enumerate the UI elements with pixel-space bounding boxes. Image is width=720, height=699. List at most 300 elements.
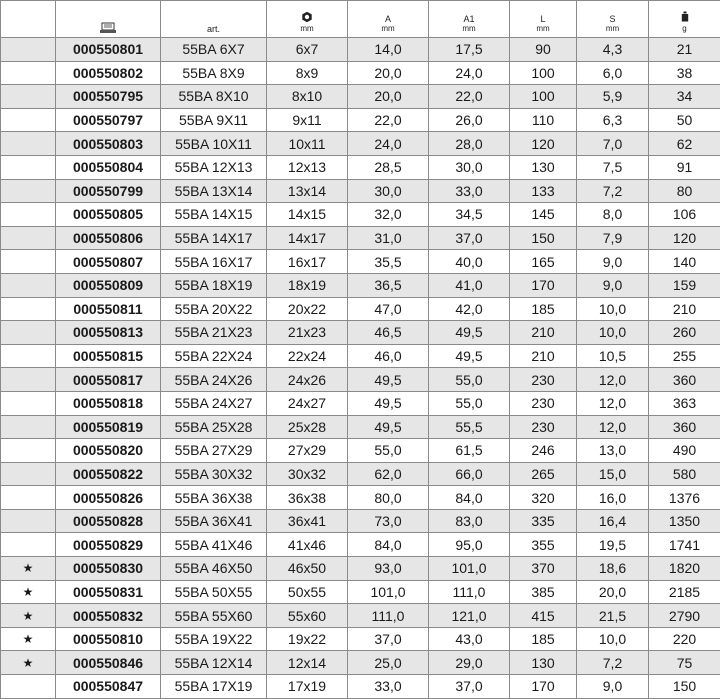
article-name: 55BA 8X10 bbox=[161, 85, 267, 109]
size-cell: 25x28 bbox=[267, 415, 348, 439]
article-name: 55BA 41X46 bbox=[161, 533, 267, 557]
a-value: 31,0 bbox=[348, 226, 429, 250]
s-value: 10,5 bbox=[577, 344, 649, 368]
s-value: 6,0 bbox=[577, 61, 649, 85]
table-row bbox=[1, 557, 720, 581]
header-row bbox=[1, 1, 720, 38]
size-cell: 8x9 bbox=[267, 61, 348, 85]
a1-value: 101,0 bbox=[429, 557, 510, 581]
a-value: 62,0 bbox=[348, 462, 429, 486]
table-row bbox=[1, 415, 720, 439]
table-header bbox=[1, 1, 720, 38]
star-cell bbox=[1, 155, 56, 179]
weight-value: 120 bbox=[649, 226, 720, 250]
s-value: 12,0 bbox=[577, 391, 649, 415]
size-cell: 27x29 bbox=[267, 439, 348, 463]
table-row bbox=[1, 462, 720, 486]
length-value: 130 bbox=[510, 155, 577, 179]
s-value: 21,5 bbox=[577, 604, 649, 628]
a1-value: 34,5 bbox=[429, 203, 510, 227]
s-value: 7,2 bbox=[577, 651, 649, 675]
star-cell bbox=[1, 38, 56, 62]
length-value: 246 bbox=[510, 439, 577, 463]
star-cell bbox=[1, 415, 56, 439]
a-value: 46,0 bbox=[348, 344, 429, 368]
article-name: 55BA 22X24 bbox=[161, 344, 267, 368]
s-value: 5,9 bbox=[577, 85, 649, 109]
length-value: 210 bbox=[510, 344, 577, 368]
table-row bbox=[1, 132, 720, 156]
size-cell: 24x27 bbox=[267, 391, 348, 415]
s-value: 12,0 bbox=[577, 415, 649, 439]
item-code: 000550817 bbox=[56, 368, 161, 392]
star-cell bbox=[1, 297, 56, 321]
header-art-label: art. bbox=[161, 24, 266, 34]
a-value: 35,5 bbox=[348, 250, 429, 274]
article-name: 55BA 30X32 bbox=[161, 462, 267, 486]
a1-value: 55,0 bbox=[429, 391, 510, 415]
length-value: 120 bbox=[510, 132, 577, 156]
article-name: 55BA 16X17 bbox=[161, 250, 267, 274]
item-code: 000550799 bbox=[56, 179, 161, 203]
item-code: 000550810 bbox=[56, 627, 161, 651]
article-name: 55BA 17X19 bbox=[161, 675, 267, 699]
size-cell: 18x19 bbox=[267, 273, 348, 297]
s-value: 10,0 bbox=[577, 321, 649, 345]
weight-value: 1741 bbox=[649, 533, 720, 557]
star-cell bbox=[1, 132, 56, 156]
size-cell: 9x11 bbox=[267, 108, 348, 132]
size-cell: 12x13 bbox=[267, 155, 348, 179]
size-cell: 20x22 bbox=[267, 297, 348, 321]
hex-nut-icon bbox=[267, 11, 347, 23]
a1-value: 84,0 bbox=[429, 486, 510, 510]
article-name: 55BA 10X11 bbox=[161, 132, 267, 156]
s-value: 9,0 bbox=[577, 675, 649, 699]
star-cell bbox=[1, 391, 56, 415]
star-cell bbox=[1, 203, 56, 227]
weight-value: 2790 bbox=[649, 604, 720, 628]
a-value: 20,0 bbox=[348, 61, 429, 85]
weight-value: 363 bbox=[649, 391, 720, 415]
a1-value: 37,0 bbox=[429, 226, 510, 250]
a-value: 93,0 bbox=[348, 557, 429, 581]
header-weight bbox=[649, 1, 720, 38]
weight-value: 38 bbox=[649, 61, 720, 85]
item-code: 000550826 bbox=[56, 486, 161, 510]
size-cell: 13x14 bbox=[267, 179, 348, 203]
weight-value: 21 bbox=[649, 38, 720, 62]
weight-value: 220 bbox=[649, 627, 720, 651]
a1-value: 17,5 bbox=[429, 38, 510, 62]
table-row bbox=[1, 533, 720, 557]
star-cell bbox=[1, 321, 56, 345]
article-name: 55BA 36X41 bbox=[161, 509, 267, 533]
header-s-label: S bbox=[577, 14, 648, 24]
weight-value: 360 bbox=[649, 415, 720, 439]
article-name: 55BA 14X17 bbox=[161, 226, 267, 250]
article-name: 55BA 46X50 bbox=[161, 557, 267, 581]
length-value: 320 bbox=[510, 486, 577, 510]
item-code: 000550847 bbox=[56, 675, 161, 699]
item-code: 000550795 bbox=[56, 85, 161, 109]
item-code: 000550829 bbox=[56, 533, 161, 557]
length-value: 185 bbox=[510, 297, 577, 321]
length-value: 90 bbox=[510, 38, 577, 62]
star-cell bbox=[1, 179, 56, 203]
table-row bbox=[1, 580, 720, 604]
header-s-unit: mm bbox=[577, 24, 648, 34]
a1-value: 30,0 bbox=[429, 155, 510, 179]
star-cell: ★ bbox=[1, 557, 56, 581]
item-code: 000550803 bbox=[56, 132, 161, 156]
table-row bbox=[1, 391, 720, 415]
article-name: 55BA 8X9 bbox=[161, 61, 267, 85]
weight-value: 255 bbox=[649, 344, 720, 368]
s-value: 9,0 bbox=[577, 250, 649, 274]
size-cell: 19x22 bbox=[267, 627, 348, 651]
table-body bbox=[1, 38, 720, 699]
size-cell: 21x23 bbox=[267, 321, 348, 345]
a-value: 84,0 bbox=[348, 533, 429, 557]
s-value: 10,0 bbox=[577, 627, 649, 651]
a1-value: 41,0 bbox=[429, 273, 510, 297]
a-value: 49,5 bbox=[348, 368, 429, 392]
a1-value: 33,0 bbox=[429, 179, 510, 203]
table-row bbox=[1, 61, 720, 85]
a1-value: 28,0 bbox=[429, 132, 510, 156]
item-code: 000550801 bbox=[56, 38, 161, 62]
star-cell: ★ bbox=[1, 604, 56, 628]
table-row bbox=[1, 179, 720, 203]
article-name: 55BA 27X29 bbox=[161, 439, 267, 463]
a1-value: 42,0 bbox=[429, 297, 510, 321]
item-code: 000550818 bbox=[56, 391, 161, 415]
weight-value: 140 bbox=[649, 250, 720, 274]
a-value: 30,0 bbox=[348, 179, 429, 203]
star-cell: ★ bbox=[1, 651, 56, 675]
item-code: 000550811 bbox=[56, 297, 161, 321]
item-code: 000550828 bbox=[56, 509, 161, 533]
size-cell: 46x50 bbox=[267, 557, 348, 581]
length-value: 170 bbox=[510, 675, 577, 699]
article-name: 55BA 12X14 bbox=[161, 651, 267, 675]
length-value: 335 bbox=[510, 509, 577, 533]
star-cell bbox=[1, 108, 56, 132]
size-cell: 8x10 bbox=[267, 85, 348, 109]
length-value: 165 bbox=[510, 250, 577, 274]
length-value: 150 bbox=[510, 226, 577, 250]
a-value: 36,5 bbox=[348, 273, 429, 297]
item-code: 000550822 bbox=[56, 462, 161, 486]
table-row bbox=[1, 439, 720, 463]
weight-value: 210 bbox=[649, 297, 720, 321]
length-value: 370 bbox=[510, 557, 577, 581]
a-value: 46,5 bbox=[348, 321, 429, 345]
table-row bbox=[1, 321, 720, 345]
star-cell: ★ bbox=[1, 580, 56, 604]
item-code: 000550797 bbox=[56, 108, 161, 132]
weight-value: 1376 bbox=[649, 486, 720, 510]
size-cell: 55x60 bbox=[267, 604, 348, 628]
item-code: 000550806 bbox=[56, 226, 161, 250]
size-cell: 41x46 bbox=[267, 533, 348, 557]
star-cell bbox=[1, 509, 56, 533]
size-cell: 30x32 bbox=[267, 462, 348, 486]
article-name: 55BA 24X26 bbox=[161, 368, 267, 392]
length-value: 355 bbox=[510, 533, 577, 557]
header-s bbox=[577, 1, 649, 38]
size-cell: 6x7 bbox=[267, 38, 348, 62]
a1-value: 49,5 bbox=[429, 321, 510, 345]
table-row bbox=[1, 368, 720, 392]
length-value: 100 bbox=[510, 85, 577, 109]
header-size bbox=[267, 1, 348, 38]
star-cell bbox=[1, 226, 56, 250]
s-value: 16,0 bbox=[577, 486, 649, 510]
a-value: 22,0 bbox=[348, 108, 429, 132]
article-name: 55BA 18X19 bbox=[161, 273, 267, 297]
item-code: 000550807 bbox=[56, 250, 161, 274]
a1-value: 111,0 bbox=[429, 580, 510, 604]
weight-value: 80 bbox=[649, 179, 720, 203]
table-row bbox=[1, 486, 720, 510]
s-value: 12,0 bbox=[577, 368, 649, 392]
table-row bbox=[1, 297, 720, 321]
length-value: 130 bbox=[510, 651, 577, 675]
table-row bbox=[1, 155, 720, 179]
table-row bbox=[1, 604, 720, 628]
length-value: 230 bbox=[510, 415, 577, 439]
article-name: 55BA 19X22 bbox=[161, 627, 267, 651]
header-art bbox=[161, 1, 267, 38]
header-a-unit: mm bbox=[348, 24, 428, 34]
article-name: 55BA 9X11 bbox=[161, 108, 267, 132]
size-cell: 12x14 bbox=[267, 651, 348, 675]
size-cell: 50x55 bbox=[267, 580, 348, 604]
header-a bbox=[348, 1, 429, 38]
a-value: 101,0 bbox=[348, 580, 429, 604]
a-value: 73,0 bbox=[348, 509, 429, 533]
s-value: 6,3 bbox=[577, 108, 649, 132]
s-value: 18,6 bbox=[577, 557, 649, 581]
size-cell: 10x11 bbox=[267, 132, 348, 156]
length-value: 100 bbox=[510, 61, 577, 85]
length-value: 210 bbox=[510, 321, 577, 345]
weight-value: 360 bbox=[649, 368, 720, 392]
weight-value: 580 bbox=[649, 462, 720, 486]
a1-value: 83,0 bbox=[429, 509, 510, 533]
article-name: 55BA 55X60 bbox=[161, 604, 267, 628]
length-value: 265 bbox=[510, 462, 577, 486]
a1-value: 121,0 bbox=[429, 604, 510, 628]
a1-value: 95,0 bbox=[429, 533, 510, 557]
a1-value: 22,0 bbox=[429, 85, 510, 109]
table-row bbox=[1, 344, 720, 368]
header-star bbox=[1, 1, 56, 38]
table-row bbox=[1, 627, 720, 651]
a-value: 33,0 bbox=[348, 675, 429, 699]
a-value: 25,0 bbox=[348, 651, 429, 675]
a1-value: 37,0 bbox=[429, 675, 510, 699]
table-row bbox=[1, 85, 720, 109]
header-catalog bbox=[56, 1, 161, 38]
catalog-icon bbox=[99, 23, 117, 32]
s-value: 20,0 bbox=[577, 580, 649, 604]
s-value: 15,0 bbox=[577, 462, 649, 486]
header-a1-unit: mm bbox=[429, 24, 509, 34]
weight-value: 260 bbox=[649, 321, 720, 345]
header-a-label: A bbox=[348, 14, 428, 24]
article-name: 55BA 24X27 bbox=[161, 391, 267, 415]
size-cell: 17x19 bbox=[267, 675, 348, 699]
a1-value: 24,0 bbox=[429, 61, 510, 85]
a-value: 47,0 bbox=[348, 297, 429, 321]
star-cell bbox=[1, 486, 56, 510]
a-value: 20,0 bbox=[348, 85, 429, 109]
s-value: 8,0 bbox=[577, 203, 649, 227]
a-value: 14,0 bbox=[348, 38, 429, 62]
size-cell: 24x26 bbox=[267, 368, 348, 392]
size-cell: 36x41 bbox=[267, 509, 348, 533]
item-code: 000550832 bbox=[56, 604, 161, 628]
item-code: 000550820 bbox=[56, 439, 161, 463]
s-value: 19,5 bbox=[577, 533, 649, 557]
a-value: 49,5 bbox=[348, 415, 429, 439]
table-row bbox=[1, 273, 720, 297]
item-code: 000550805 bbox=[56, 203, 161, 227]
s-value: 9,0 bbox=[577, 273, 649, 297]
item-code: 000550830 bbox=[56, 557, 161, 581]
length-value: 230 bbox=[510, 391, 577, 415]
a-value: 55,0 bbox=[348, 439, 429, 463]
s-value: 7,5 bbox=[577, 155, 649, 179]
length-value: 133 bbox=[510, 179, 577, 203]
item-code: 000550809 bbox=[56, 273, 161, 297]
weight-value: 91 bbox=[649, 155, 720, 179]
a1-value: 40,0 bbox=[429, 250, 510, 274]
a1-value: 49,5 bbox=[429, 344, 510, 368]
size-cell: 36x38 bbox=[267, 486, 348, 510]
item-code: 000550831 bbox=[56, 580, 161, 604]
star-cell bbox=[1, 273, 56, 297]
article-name: 55BA 20X22 bbox=[161, 297, 267, 321]
weight-value: 62 bbox=[649, 132, 720, 156]
size-cell: 16x17 bbox=[267, 250, 348, 274]
article-name: 55BA 36X38 bbox=[161, 486, 267, 510]
article-name: 55BA 25X28 bbox=[161, 415, 267, 439]
a1-value: 61,5 bbox=[429, 439, 510, 463]
article-name: 55BA 14X15 bbox=[161, 203, 267, 227]
weight-value: 150 bbox=[649, 675, 720, 699]
article-name: 55BA 13X14 bbox=[161, 179, 267, 203]
article-name: 55BA 21X23 bbox=[161, 321, 267, 345]
weight-value: 490 bbox=[649, 439, 720, 463]
table-row bbox=[1, 250, 720, 274]
a1-value: 43,0 bbox=[429, 627, 510, 651]
header-l-unit: mm bbox=[510, 24, 576, 34]
table-row bbox=[1, 203, 720, 227]
s-value: 7,0 bbox=[577, 132, 649, 156]
weight-value: 159 bbox=[649, 273, 720, 297]
s-value: 7,9 bbox=[577, 226, 649, 250]
star-cell: ★ bbox=[1, 627, 56, 651]
item-code: 000550815 bbox=[56, 344, 161, 368]
star-cell bbox=[1, 250, 56, 274]
weight-value: 75 bbox=[649, 651, 720, 675]
a-value: 37,0 bbox=[348, 627, 429, 651]
length-value: 185 bbox=[510, 627, 577, 651]
table-row bbox=[1, 108, 720, 132]
star-cell bbox=[1, 61, 56, 85]
a1-value: 66,0 bbox=[429, 462, 510, 486]
length-value: 230 bbox=[510, 368, 577, 392]
star-cell bbox=[1, 675, 56, 699]
star-cell bbox=[1, 85, 56, 109]
weight-value: 50 bbox=[649, 108, 720, 132]
star-cell bbox=[1, 344, 56, 368]
size-cell: 22x24 bbox=[267, 344, 348, 368]
weight-value: 106 bbox=[649, 203, 720, 227]
length-value: 145 bbox=[510, 203, 577, 227]
size-cell: 14x15 bbox=[267, 203, 348, 227]
star-cell bbox=[1, 368, 56, 392]
table-row bbox=[1, 675, 720, 699]
length-value: 385 bbox=[510, 580, 577, 604]
size-cell: 14x17 bbox=[267, 226, 348, 250]
item-code: 000550813 bbox=[56, 321, 161, 345]
weight-value: 2185 bbox=[649, 580, 720, 604]
table-row bbox=[1, 651, 720, 675]
weight-icon bbox=[649, 11, 720, 23]
length-value: 110 bbox=[510, 108, 577, 132]
article-name: 55BA 50X55 bbox=[161, 580, 267, 604]
item-code: 000550802 bbox=[56, 61, 161, 85]
s-value: 16,4 bbox=[577, 509, 649, 533]
table-row bbox=[1, 226, 720, 250]
star-cell bbox=[1, 439, 56, 463]
header-size-unit: mm bbox=[267, 24, 347, 34]
a-value: 111,0 bbox=[348, 604, 429, 628]
a-value: 24,0 bbox=[348, 132, 429, 156]
header-weight-unit: g bbox=[649, 24, 720, 34]
a-value: 28,5 bbox=[348, 155, 429, 179]
article-name: 55BA 12X13 bbox=[161, 155, 267, 179]
s-value: 7,2 bbox=[577, 179, 649, 203]
length-value: 170 bbox=[510, 273, 577, 297]
item-code: 000550819 bbox=[56, 415, 161, 439]
table-row bbox=[1, 38, 720, 62]
s-value: 4,3 bbox=[577, 38, 649, 62]
a1-value: 55,5 bbox=[429, 415, 510, 439]
star-cell bbox=[1, 533, 56, 557]
a-value: 49,5 bbox=[348, 391, 429, 415]
article-name: 55BA 6X7 bbox=[161, 38, 267, 62]
item-code: 000550804 bbox=[56, 155, 161, 179]
header-l bbox=[510, 1, 577, 38]
a1-value: 29,0 bbox=[429, 651, 510, 675]
table-row bbox=[1, 509, 720, 533]
weight-value: 34 bbox=[649, 85, 720, 109]
star-cell bbox=[1, 462, 56, 486]
weight-value: 1820 bbox=[649, 557, 720, 581]
header-a1-label: A1 bbox=[429, 14, 509, 24]
a1-value: 55,0 bbox=[429, 368, 510, 392]
a-value: 80,0 bbox=[348, 486, 429, 510]
s-value: 10,0 bbox=[577, 297, 649, 321]
length-value: 415 bbox=[510, 604, 577, 628]
s-value: 13,0 bbox=[577, 439, 649, 463]
